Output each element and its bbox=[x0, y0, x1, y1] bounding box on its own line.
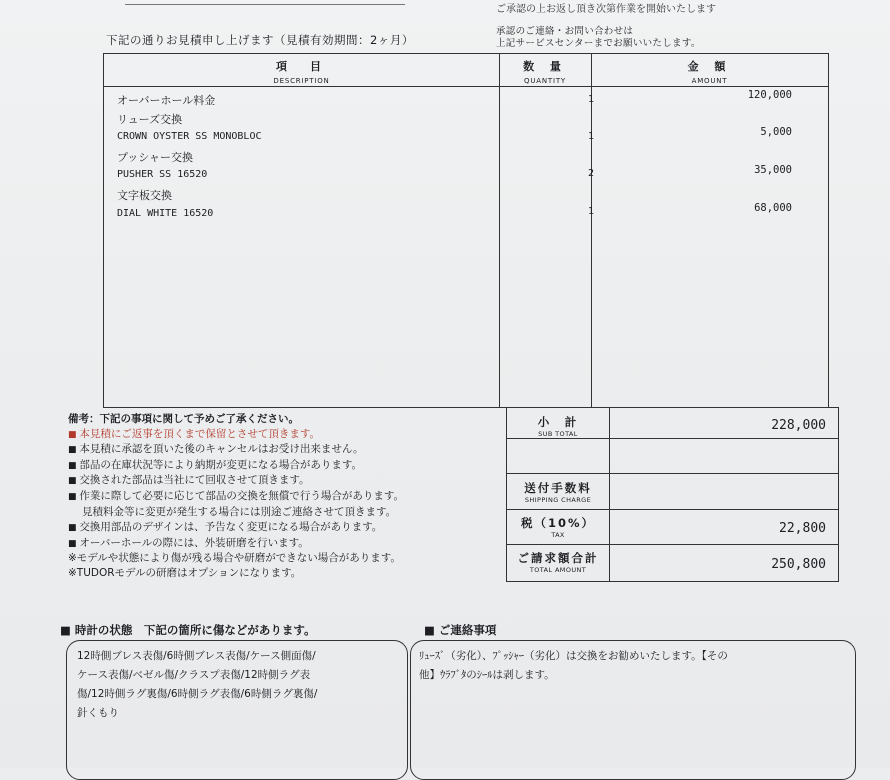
column-divider bbox=[499, 54, 500, 407]
condition-line: ケース表傷/ベゼル傷/クラスプ表傷/12時側ラグ表 bbox=[77, 669, 311, 681]
contact-notes-text bbox=[419, 647, 728, 685]
watch-condition-box bbox=[66, 640, 408, 780]
line-item-amount: 68,000 bbox=[754, 202, 792, 214]
note-item: ■ 本見積にご返事を頂くまで保留とさせて頂きます。 bbox=[68, 427, 404, 443]
totals-row-line bbox=[507, 438, 838, 439]
line-item-description: プッシャー交換 bbox=[117, 151, 194, 164]
condition-line: 12時側ブレス表傷/6時側ブレス表傷/ケース側面傷/ bbox=[77, 650, 316, 662]
totals-row-line bbox=[507, 509, 838, 510]
watch-condition-title: ■ 時計の状態 下記の箇所に傷などがあります。 bbox=[60, 623, 316, 637]
signature-line bbox=[125, 4, 405, 5]
note-item: ■ 交換された部品は当社にて回収させて頂きます。 bbox=[68, 473, 404, 489]
line-item-quantity: 2 bbox=[587, 168, 594, 179]
contact-line-2: 上記サービスセンターまでお願いいたします。 bbox=[496, 38, 701, 49]
total-label: ご請求額合計 TOTAL AMOUNT bbox=[517, 551, 599, 574]
quote-intro: 下記の通りお見積申し上げます（見積有効期間：2ヶ月） bbox=[106, 33, 414, 47]
line-item-description: オーバーホール料金 bbox=[117, 94, 216, 107]
subtotal-label: 小 計 SUB TOTAL bbox=[537, 415, 579, 438]
line-item-description: CROWN OYSTER SS MONOBLOC bbox=[117, 131, 262, 142]
total-value: 250,800 bbox=[771, 557, 826, 572]
line-item-quantity: 1 bbox=[587, 131, 594, 142]
tax-value: 22,800 bbox=[779, 521, 826, 536]
top-right-note: ご承認の上お返し頂き次第作業を開始いたします bbox=[496, 4, 716, 15]
shipping-label: 送付手数料 SHIPPING CHARGE bbox=[524, 481, 592, 504]
note-item: ■ 本見積に承認を頂いた後のキャンセルはお受け出来ません。 bbox=[68, 442, 404, 458]
subtotal-value: 228,000 bbox=[771, 418, 826, 433]
amount-header: 金 額 AMOUNT bbox=[687, 60, 732, 85]
quantity-header: 数 量 QUANTITY bbox=[523, 60, 567, 85]
tax-label: 税（10%） TAX bbox=[520, 516, 596, 539]
contact-notes-box bbox=[410, 640, 856, 780]
note-remark: ※モデルや状態により傷が残る場合や研磨ができない場合があります。 bbox=[68, 552, 401, 565]
quote-table-header bbox=[104, 54, 828, 87]
contact-notes-title: ■ ご連絡事項 bbox=[424, 623, 497, 637]
contact-note-line: ﾘｭｰｽﾞ（劣化）、ﾌﾟｯｼｬｰ（劣化）は交換をお勧めいたします。【その bbox=[419, 650, 728, 662]
notes-section bbox=[68, 412, 404, 581]
line-item-amount: 35,000 bbox=[754, 164, 792, 176]
note-item: ■ 作業に際して必要に応じて部品の交換を無償で行う場合があります。 bbox=[68, 489, 404, 505]
line-item-amount: 5,000 bbox=[760, 126, 792, 138]
note-item: ■ 部品の在庫状況等により納期が変更になる場合があります。 bbox=[68, 458, 404, 474]
line-item-description: DIAL WHITE 16520 bbox=[117, 208, 214, 219]
description-header: 項 目 DESCRIPTION bbox=[273, 60, 330, 85]
line-item-description: 文字板交換 bbox=[117, 189, 172, 202]
line-item-quantity: 1 bbox=[587, 206, 594, 217]
line-item-quantity: 1 bbox=[587, 94, 594, 105]
note-item: ■ 交換用部品のデザインは、予告なく変更になる場合があります。 bbox=[68, 520, 404, 536]
line-item-description: PUSHER SS 16520 bbox=[117, 169, 208, 180]
note-item: 見積料金等に変更が発生する場合には別途ご連絡させて頂きます。 bbox=[82, 505, 397, 518]
contact-line-1: 承認のご連絡・お問い合わせは bbox=[496, 26, 634, 37]
totals-row-line bbox=[507, 473, 838, 474]
contact-info bbox=[496, 26, 701, 50]
line-item-description: リューズ交換 bbox=[117, 113, 183, 126]
note-remark: ※TUDORモデルの研磨はオプションになります。 bbox=[68, 566, 302, 579]
contact-note-line: 他】ｳﾗﾌﾞﾀのｼｰﾙは剥します。 bbox=[419, 669, 555, 681]
condition-line: 傷/12時側ラグ裏傷/6時側ラグ表傷/6時側ラグ裏傷/ bbox=[77, 688, 318, 700]
totals-divider bbox=[609, 408, 610, 581]
condition-line: 針くもり bbox=[77, 707, 119, 719]
totals-row-line bbox=[507, 544, 838, 545]
totals-table bbox=[506, 407, 839, 582]
column-divider bbox=[591, 54, 592, 407]
notes-title: 備考：下記の事項に関して予めご了承ください。 bbox=[68, 413, 299, 425]
quote-table bbox=[103, 53, 829, 408]
watch-condition-text bbox=[77, 647, 317, 723]
note-item: ■ オーバーホールの際には、外装研磨を行います。 bbox=[68, 536, 404, 552]
line-item-amount: 120,000 bbox=[747, 89, 792, 101]
